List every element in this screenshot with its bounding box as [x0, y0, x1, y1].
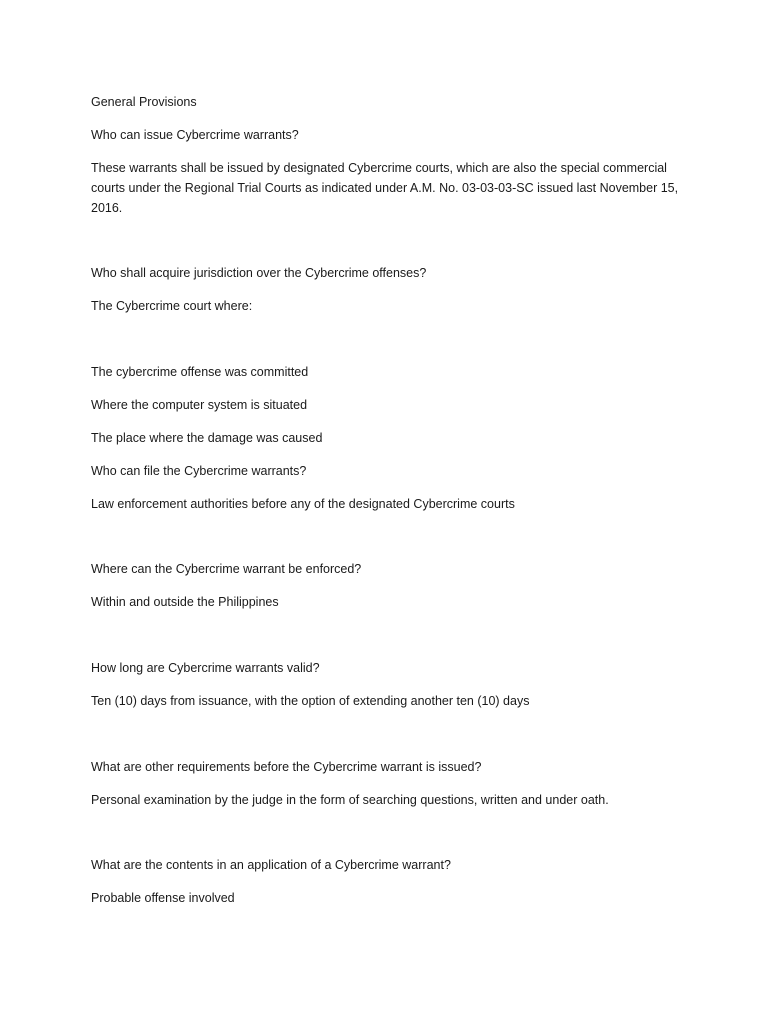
question-who-can-issue: Who can issue Cybercrime warrants? [91, 128, 299, 142]
answer-enforcement: Within and outside the Philippines [91, 595, 279, 609]
question-jurisdiction: Who shall acquire jurisdiction over the Cybercrime offenses? [91, 266, 427, 280]
jurisdiction-item: The cybercrime offense was committed [91, 365, 309, 379]
question-requirements: What are other requirements before the Cybercrime warrant is issued? [91, 760, 482, 774]
question-contents: What are the contents in an application of a Cybercrime warrant? [91, 858, 451, 872]
answer-validity: Ten (10) days from issuance, with the option of extending another ten (10) days [91, 694, 530, 708]
section-heading: General Provisions [91, 95, 197, 109]
question-enforcement: Where can the Cybercrime warrant be enforced? [91, 562, 362, 576]
question-validity: How long are Cybercrime warrants valid? [91, 661, 320, 675]
question-who-can-file: Who can file the Cybercrime warrants? [91, 464, 307, 478]
answer-requirements: Personal examination by the judge in the form of searching questions, written and under oath. [91, 793, 609, 807]
jurisdiction-item: Where the computer system is situated [91, 398, 308, 412]
answer-jurisdiction: The Cybercrime court where: [91, 299, 253, 313]
jurisdiction-item: The place where the damage was caused [91, 431, 323, 445]
answer-who-can-file: Law enforcement authorities before any of the designated Cybercrime courts [91, 497, 515, 511]
answer-who-can-issue: These warrants shall be issued by designated Cybercrime courts, which are also the special commercial courts under the Regional Trial Courts as indicated under A.M. No. 03-03-03-SC issued last November 15, 2016. [91, 161, 679, 215]
answer-contents: Probable offense involved [91, 891, 235, 905]
